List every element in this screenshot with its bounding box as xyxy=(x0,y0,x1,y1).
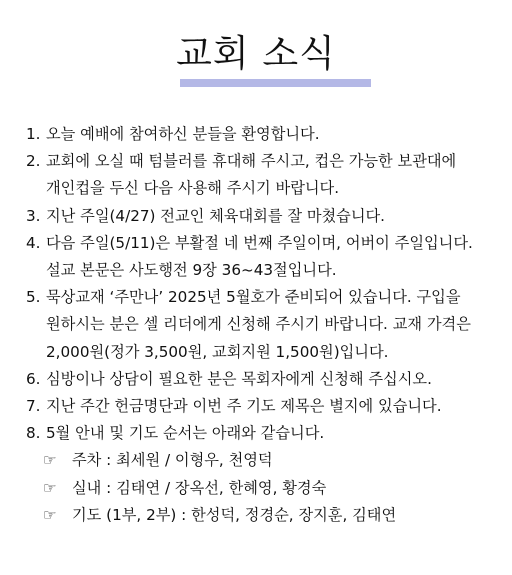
news-item-1 xyxy=(26,121,506,148)
title-underline-bar xyxy=(180,79,371,87)
news-item-3 xyxy=(26,203,506,230)
sub-item-text: 실내 : 김태연 / 장옥선, 한혜영, 황경숙 xyxy=(72,478,327,497)
item-number: 8. xyxy=(26,424,41,443)
item-text: 묵상교재 ‘주만나’ 2025년 5월호가 준비되어 있습니다. 구입을 xyxy=(46,288,461,307)
item-text: 설교 본문은 사도행전 9장 36~43절입니다. xyxy=(46,261,337,280)
item-text: 2,000원(정가 3,500원, 교회지원 1,500원)입니다. xyxy=(46,342,389,361)
news-item-7 xyxy=(26,393,506,420)
item-number: 1. xyxy=(26,125,41,143)
sub-item-prayer xyxy=(26,502,506,529)
item-text: 심방이나 상담이 필요한 분은 목회자에게 신청해 주십시오. xyxy=(46,369,432,388)
item-text: 다음 주일(5/11)은 부활절 네 번째 주일이며, 어버이 주일입니다. xyxy=(46,233,473,252)
item-text: 5월 안내 및 기도 순서는 아래와 같습니다. xyxy=(46,424,325,443)
item-number: 5. xyxy=(26,288,41,307)
item-number: 3. xyxy=(26,206,41,225)
item-number: 4. xyxy=(26,233,41,252)
item-number: 2. xyxy=(26,152,41,171)
news-item-6 xyxy=(26,366,506,393)
news-item-5 xyxy=(26,284,506,366)
sub-item-text: 주차 : 최세원 / 이형우, 천영덕 xyxy=(72,451,273,470)
sub-item-indoor xyxy=(26,475,506,502)
news-item-4 xyxy=(26,230,506,284)
pointing-hand-icon: ☞ xyxy=(43,451,57,470)
item-text: 지난 주일(4/27) 전교인 체육대회를 잘 마쳤습니다. xyxy=(46,206,386,225)
news-list xyxy=(26,121,506,529)
page-title: 교회 소식 xyxy=(176,32,336,75)
item-text: 원하시는 분은 셀 리더에게 신청해 주시기 바랍니다. 교재 가격은 xyxy=(46,315,471,334)
item-number: 7. xyxy=(26,397,41,416)
item-text: 교회에 오실 때 텀블러를 휴대해 주시고, 컵은 가능한 보관대에 xyxy=(46,152,457,171)
item-number: 6. xyxy=(26,369,41,388)
item-text: 오늘 예배에 참여하신 분들을 환영합니다. xyxy=(46,125,320,143)
item-text: 개인컵을 두신 다음 사용해 주시기 바랍니다. xyxy=(46,179,340,198)
pointing-hand-icon: ☞ xyxy=(43,505,57,524)
item-text: 지난 주간 헌금명단과 이번 주 기도 제목은 별지에 있습니다. xyxy=(46,397,442,416)
sub-item-text: 기도 (1부, 2부) : 한성덕, 정경순, 장지훈, 김태연 xyxy=(72,505,397,524)
news-item-8 xyxy=(26,420,506,447)
pointing-hand-icon: ☞ xyxy=(43,478,57,497)
sub-item-parking xyxy=(26,447,506,474)
news-item-2 xyxy=(26,148,506,202)
